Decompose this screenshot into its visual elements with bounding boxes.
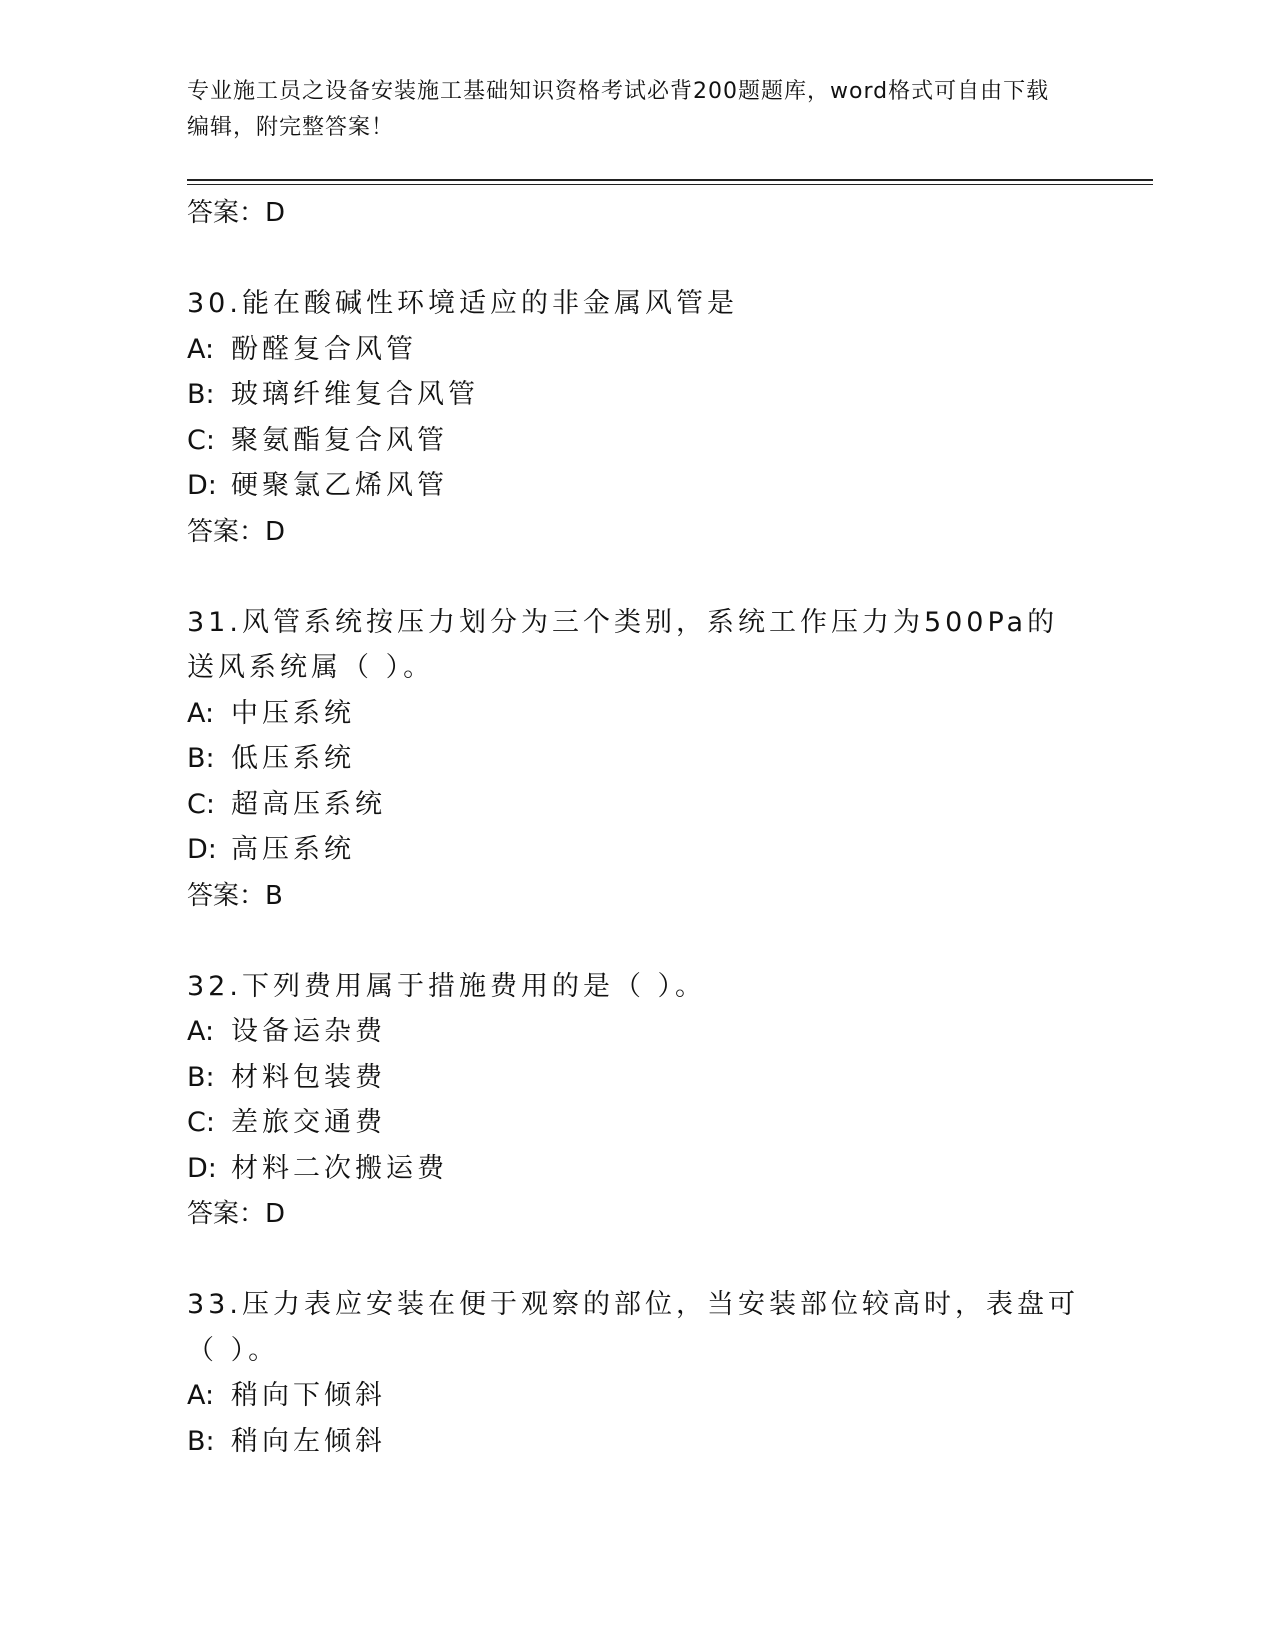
- option-letter: A:: [187, 697, 215, 729]
- option-item: [187, 327, 1087, 373]
- option-text: 材料包装费: [231, 1061, 386, 1093]
- option-item: [187, 1146, 1087, 1192]
- option-item: [187, 736, 1087, 782]
- option-text: 材料二次搬运费: [231, 1152, 448, 1184]
- option-item: [187, 691, 1087, 737]
- option-text: 高压系统: [231, 834, 355, 865]
- option-letter: B:: [187, 1061, 215, 1093]
- option-letter: A:: [187, 333, 215, 365]
- option-letter: D:: [187, 834, 217, 865]
- option-letter: C:: [187, 788, 215, 820]
- option-letter: B:: [187, 1425, 215, 1457]
- option-letter: C:: [187, 1107, 215, 1138]
- option-text: 设备运杂费: [231, 1016, 386, 1047]
- option-text: 硬聚氯乙烯风管: [231, 470, 448, 501]
- option-text: 稍向左倾斜: [231, 1425, 386, 1457]
- question-item: [187, 1282, 1087, 1464]
- question-item: [187, 600, 1087, 919]
- answer-line: 答案：D: [187, 1199, 286, 1229]
- option-item: [187, 372, 1087, 418]
- option-item: [187, 1055, 1087, 1101]
- option-item: [187, 1009, 1087, 1055]
- option-letter: A:: [187, 1380, 215, 1411]
- option-letter: C:: [187, 424, 215, 456]
- option-item: [187, 463, 1087, 509]
- answer-line: 答案：D: [187, 516, 286, 547]
- question-list: [187, 190, 1087, 1464]
- question-text: 32.下列费用属于措施费用的是（ ）。: [187, 970, 707, 1002]
- option-text: 玻璃纤维复合风管: [231, 379, 479, 410]
- answer-line: 答案：B: [187, 880, 283, 911]
- question-text: 31.风管系统按压力划分为三个类别，系统工作压力为500Pa的送风系统属（ ）。: [187, 606, 1059, 683]
- option-text: 稍向下倾斜: [231, 1380, 386, 1411]
- document-header: 专业施工员之设备安装施工基础知识资格考试必背200题题库，word格式可自由下载编辑，附完整答案！: [187, 79, 1050, 140]
- option-letter: B:: [187, 743, 215, 774]
- question-text: 33.压力表应安装在便于观察的部位，当安装部位较高时，表盘可（ ）。: [187, 1289, 1079, 1366]
- question-text: 30.能在酸碱性环境适应的非金属风管是: [187, 288, 738, 319]
- option-text: 中压系统: [231, 697, 355, 729]
- option-item: [187, 1100, 1087, 1146]
- option-item: [187, 827, 1087, 873]
- option-text: 聚氨酯复合风管: [231, 424, 448, 456]
- option-text: 低压系统: [231, 743, 355, 774]
- option-letter: B:: [187, 379, 215, 410]
- option-text: 酚醛复合风管: [231, 333, 417, 365]
- option-text: 差旅交通费: [231, 1107, 386, 1138]
- question-item: [187, 281, 1087, 555]
- option-item: [187, 1419, 1087, 1465]
- option-text: 超高压系统: [231, 788, 386, 820]
- option-letter: D:: [187, 1152, 217, 1184]
- answer-line: 答案：D: [187, 198, 286, 228]
- option-letter: A:: [187, 1016, 215, 1047]
- option-item: [187, 418, 1087, 464]
- option-letter: D:: [187, 470, 217, 501]
- option-item: [187, 1373, 1087, 1419]
- option-item: [187, 782, 1087, 828]
- question-item: [187, 964, 1087, 1238]
- header-divider: [187, 179, 1153, 185]
